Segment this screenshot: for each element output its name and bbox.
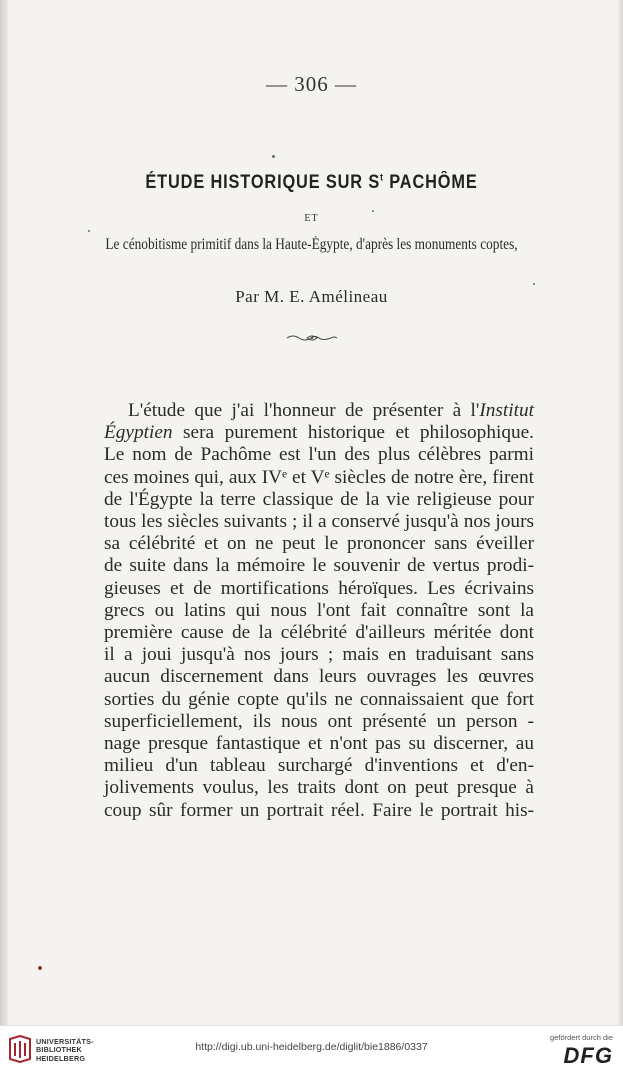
article-title (44, 172, 580, 194)
dfg-logo: DFG (563, 1043, 613, 1068)
scan-speck (38, 966, 42, 970)
text-line: jolivements voulus, les traits dont on peut presque à (104, 777, 534, 799)
viewer-footer (0, 1025, 623, 1073)
text-line: de suite dans la mémoire le souvenir de vertus prodi- (104, 555, 534, 577)
title-end: PACHÔME (383, 172, 478, 193)
institution-line: BIBLIOTHEK (36, 1045, 82, 1055)
text-line: première cause de la célébrité d'ailleurs méritée dont (104, 622, 534, 644)
text-line (104, 422, 534, 444)
text-line: milieu d'un tableau surchargé d'inventions et d'en- (104, 755, 534, 777)
scan-speck (88, 230, 90, 232)
institution-line: HEIDELBERG (36, 1053, 86, 1063)
ornament-divider-icon (0, 330, 623, 348)
text-italic-segment: Institut (479, 400, 534, 421)
page-right-edge-shadow (617, 0, 623, 1025)
page-number: — 306 — (266, 72, 357, 96)
text-segment: sera purement historique et philosophique. (172, 422, 534, 444)
text-line: de l'Égypte la terre classique de la vie religieuse pour (104, 488, 534, 510)
text-line: aucun discernement dans leurs ouvrages les œuvres (104, 666, 534, 688)
page-left-edge-shadow (0, 0, 8, 1025)
text-line: sorties du génie copte qu'ils ne connaissaient que fort (104, 688, 534, 710)
text-line: ces moines qui, aux IVᵉ et Vᵉ siècles de notre ère, firent (104, 466, 534, 488)
author-line: Par M. E. Amélineau (235, 287, 388, 306)
text-line: Le nom de Pachôme est l'un des plus célèbres parmi (104, 444, 534, 466)
text-line: superficiellement, ils nous ont présenté un person - (104, 710, 534, 732)
text-line: nage presque fantastique et n'ont pas su discerner, au (104, 733, 534, 755)
text-italic-segment: Égyptien (104, 422, 173, 444)
title-connector: ET (304, 213, 319, 224)
text-line: gieuses et de mortifications héroïques. Les écrivains (104, 577, 534, 599)
scan-speck (533, 283, 535, 285)
text-line: il a joui jusqu'à nos jours ; mais en traduisant sans (104, 644, 534, 666)
text-line: grecs ou latins qui nous l'ont fait connaître sont la (104, 599, 534, 621)
scan-speck (372, 210, 374, 212)
text-line: coup sûr former un portrait réel. Faire le portrait his- (104, 799, 534, 821)
text-segment: L'étude que j'ai l'honneur de présenter à l' (128, 400, 480, 421)
title-main: ÉTUDE HISTORIQUE SUR S (145, 172, 381, 193)
text-line: sa célébrité et on ne peut le prononcer sans éveiller (104, 533, 534, 555)
permalink-url[interactable]: http://digi.ub.uni-heidelberg.de/diglit/bie1886/0337 (195, 1041, 428, 1053)
article-subtitle: Le cénobitisme primitif dans la Haute-Égypte, d'après les monuments coptes, (105, 236, 518, 253)
funded-by-label: gefördert durch die (550, 1033, 613, 1042)
body-paragraph (104, 400, 534, 822)
text-line (104, 400, 534, 422)
institution-line: UNIVERSITÄTS- (36, 1037, 94, 1046)
scan-speck (272, 155, 275, 158)
text-line: tous les siècles suivants ; il a conservé jusqu'à nos jours (104, 511, 534, 533)
title-superscript: t (380, 172, 384, 184)
